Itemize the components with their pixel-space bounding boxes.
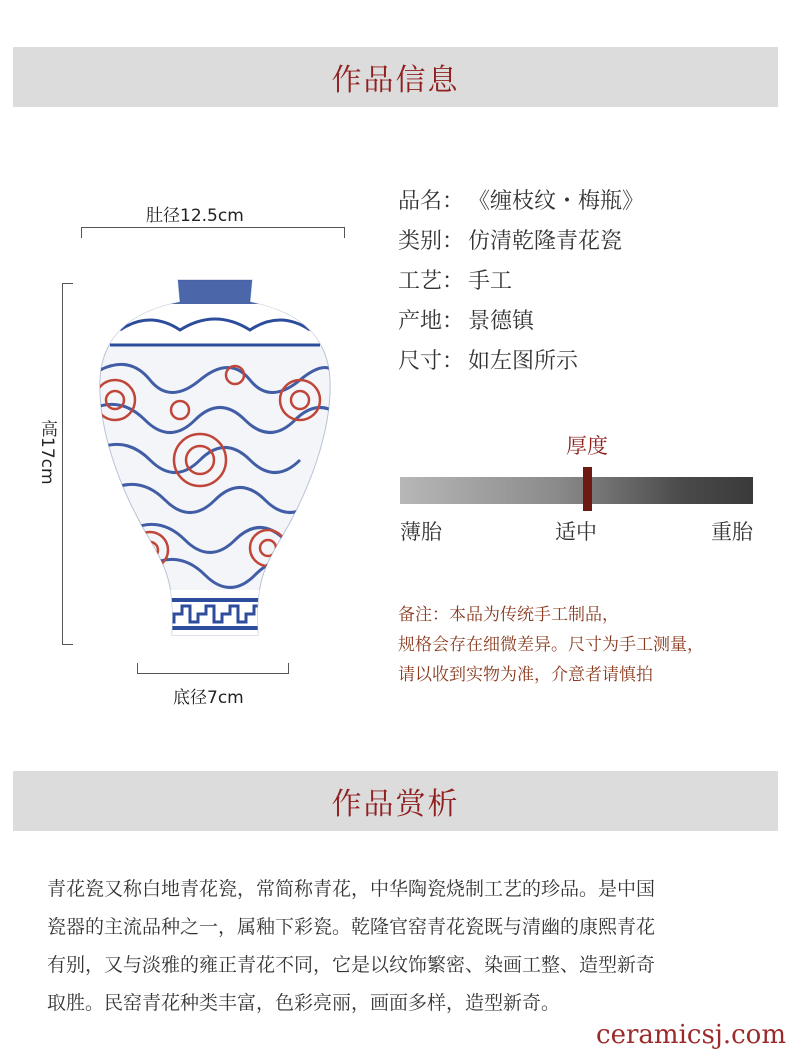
note-line: 规格会存在细微差异。尺寸为手工测量， (398, 635, 704, 655)
note-line: 备注：本品为传统手工制品， (398, 605, 619, 625)
spec-key: 工艺： (398, 269, 465, 294)
thickness-title: 厚度 (566, 434, 608, 458)
base-diameter-bracket (137, 663, 289, 674)
note-line: 请以收到实物为准，介意者请慎拍 (398, 665, 653, 685)
height-label: 高17cm (37, 420, 57, 485)
appreciation-line: 取胜。民窑青花种类丰富，色彩亮丽，画面多样，造型新奇。 (47, 992, 561, 1014)
spec-key: 类别： (398, 229, 465, 254)
spec-value: 《缠枝纹・梅瓶》 (468, 189, 645, 214)
site-watermark: ceramicsj.com (596, 1020, 786, 1050)
spec-value: 手工 (468, 269, 513, 294)
appreciation-section-banner (13, 771, 778, 831)
spec-value: 如左图所示 (468, 349, 579, 374)
spec-row-name (398, 182, 644, 222)
spec-value: 景德镇 (468, 309, 535, 334)
spec-value: 仿清乾隆青花瓷 (468, 229, 623, 254)
thickness-gauge-bar (400, 477, 753, 504)
spec-row-origin (398, 302, 644, 342)
thickness-gauge-marker (583, 467, 592, 511)
thickness-label-thin: 薄胎 (400, 520, 442, 544)
info-section-banner (13, 47, 778, 107)
appreciation-section-title: 作品赏析 (331, 787, 460, 822)
appreciation-line: 青花瓷又称白地青花瓷，常简称青花，中华陶瓷烧制工艺的珍品。是中国 (47, 878, 656, 900)
product-specs (398, 182, 644, 382)
spec-key: 品名： (398, 189, 465, 214)
base-diameter-label: 底径7cm (173, 688, 244, 708)
spec-row-category (398, 222, 644, 262)
info-section-title: 作品信息 (331, 63, 460, 98)
belly-diameter-label: 肚径12.5cm (146, 206, 244, 226)
spec-key: 尺寸： (398, 349, 465, 374)
spec-row-craft (398, 262, 644, 302)
thickness-label-medium: 适中 (555, 520, 597, 544)
height-bracket (62, 283, 73, 645)
appreciation-line: 有别，又与淡雅的雍正青花不同，它是以纹饰繁密、染画工整、造型新奇 (47, 954, 656, 976)
thickness-label-heavy: 重胎 (711, 520, 753, 544)
spec-key: 产地： (398, 309, 465, 334)
appreciation-line: 瓷器的主流品种之一，属釉下彩瓷。乾隆官窑青花瓷既与清幽的康熙青花 (47, 916, 656, 938)
spec-row-size (398, 342, 644, 382)
measurement-note (398, 600, 704, 690)
belly-diameter-bracket (81, 227, 345, 238)
appreciation-text (47, 870, 747, 1022)
meiping-vase-image (90, 270, 340, 660)
